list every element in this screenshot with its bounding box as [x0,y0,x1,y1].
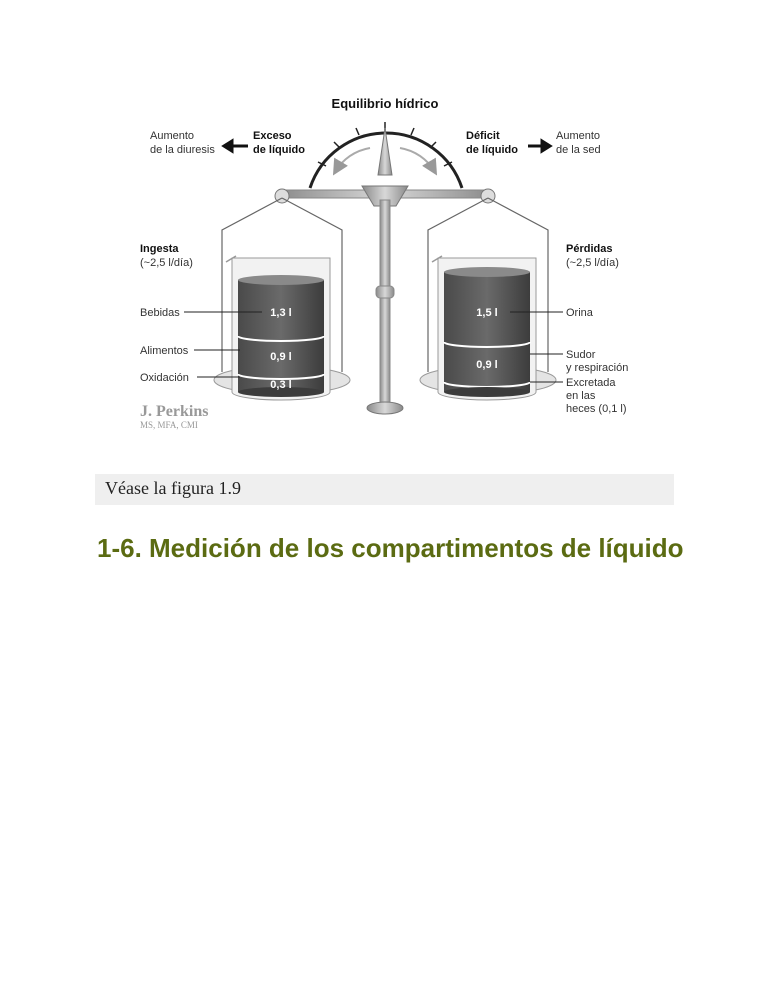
right-effect-label: Aumento de la sed [556,130,601,156]
section-heading: 1-6. Medición de los compartimentos de líquido [97,533,684,563]
scale-column [380,200,390,405]
intake-heading: Ingesta [140,243,179,255]
arrow-left-icon [224,141,248,151]
intake-volume-oxidation: 0,3 l [270,379,292,391]
artist-signature: J. Perkins [140,403,209,420]
arrow-right-icon [528,141,550,151]
intake-label-food: Alimentos [140,345,189,357]
loss-label-urine: Orina [566,307,593,319]
right-state-label: Déficit de líquido [466,130,518,156]
intake-volume-drinks: 1,3 l [270,307,292,319]
loss-total: (~2,5 l/día) [566,257,619,269]
intake-label-drinks: Bebidas [140,307,180,319]
intake-volume-food: 0,9 l [270,351,292,363]
figure-title: Equilibrio hídrico [331,96,439,111]
swing-arrow-right [400,148,435,172]
figure-reference-text: Véase la figura 1.9 [105,478,241,498]
artist-credentials: MS, MFA, CMI [140,420,198,430]
loss-heading: Pérdidas [566,243,613,255]
left-state-label: Exceso de líquido [253,130,305,156]
scale-base [367,402,403,414]
loss-volume-sweat: 0,9 l [476,359,498,371]
intake-label-oxidation: Oxidación [140,372,189,384]
scale-pointer [378,128,392,175]
loss-beaker [432,256,536,400]
column-knob [376,286,394,298]
left-effect-label: Aumento de la diuresis [150,130,215,156]
swing-arrow-left [335,148,370,172]
loss-label-sweat: Sudor y respiración [566,349,629,374]
intake-total: (~2,5 l/día) [140,257,193,269]
figure-reference-bar [95,474,674,505]
loss-label-feces: Excretada en las heces (0,1 l) [566,377,627,415]
loss-volume-urine: 1,5 l [476,307,498,319]
fluid-balance-figure [0,0,772,470]
